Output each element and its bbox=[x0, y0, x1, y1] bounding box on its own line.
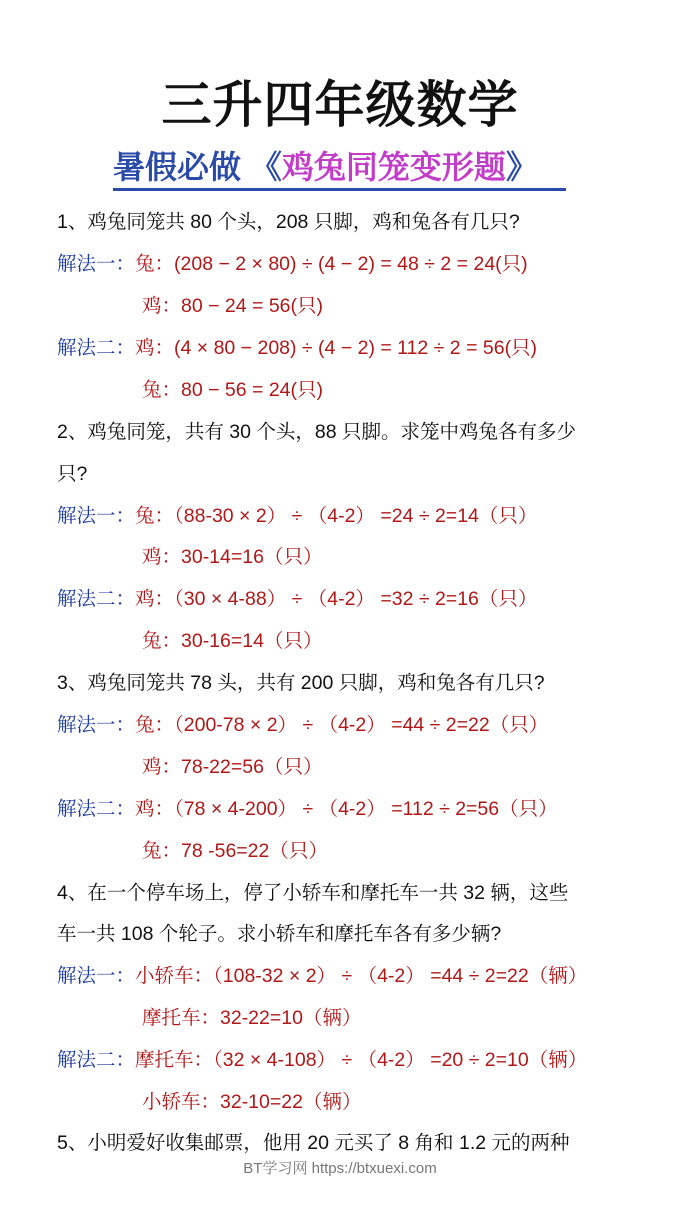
subtitle-open-bracket: 《 bbox=[249, 149, 282, 185]
page-subtitle bbox=[113, 146, 566, 191]
page-title: 三升四年级数学 bbox=[161, 75, 519, 134]
problem-2-solution-1 bbox=[57, 502, 537, 530]
problem-2-solution-2 bbox=[57, 585, 537, 613]
solution-label: 解法一： bbox=[57, 505, 136, 527]
problem-3-solution-1-step-2: 鸡：78-22=56（只） bbox=[142, 756, 323, 778]
problem-2-question-line-1: 2、鸡兔同笼，共有 30 个头，88 只脚。求笼中鸡兔各有多少 bbox=[57, 421, 576, 443]
problem-1-solution-2-step-2: 兔：80 − 56 = 24(只) bbox=[142, 379, 324, 401]
solution-label: 解法一： bbox=[57, 714, 136, 736]
solution-step: 鸡：（30 × 4-88） ÷ （4-2） =32 ÷ 2=16（只） bbox=[135, 588, 538, 610]
problem-1-solution-1-step-2: 鸡：80 − 24 = 56(只) bbox=[142, 295, 324, 317]
solution-label: 解法二： bbox=[57, 337, 136, 359]
solution-label: 解法二： bbox=[57, 1049, 136, 1071]
problem-3-solution-2-step-2: 兔：78 -56=22（只） bbox=[142, 840, 328, 862]
problem-3-solution-1 bbox=[57, 711, 548, 739]
solution-step: 兔：（200-78 × 2） ÷ （4-2） =44 ÷ 2=22（只） bbox=[135, 714, 549, 736]
problem-2-solution-1-step-2: 鸡：30-14=16（只） bbox=[142, 546, 323, 568]
problem-4-solution-1-step-2: 摩托车：32-22=10（辆） bbox=[142, 1007, 362, 1029]
subtitle-topic: 鸡兔同笼变形题 bbox=[281, 149, 506, 185]
solution-step: 兔：（88-30 × 2） ÷ （4-2） =24 ÷ 2=14（只） bbox=[135, 505, 538, 527]
problem-4-solution-2 bbox=[57, 1046, 587, 1074]
solution-step: 鸡：（78 × 4-200） ÷ （4-2） =112 ÷ 2=56（只） bbox=[135, 798, 558, 820]
subtitle-close-bracket: 》 bbox=[505, 149, 538, 185]
solution-label: 解法二： bbox=[57, 798, 136, 820]
problem-3-solution-2 bbox=[57, 795, 558, 823]
solution-step: 兔：(208 − 2 × 80) ÷ (4 − 2) = 48 ÷ 2 = 24(只) bbox=[135, 253, 528, 275]
problem-5-question-line-1: 5、小明爱好收集邮票，他用 20 元买了 8 角和 1.2 元的两种 bbox=[57, 1132, 570, 1154]
problem-2-solution-2-step-2: 兔：30-16=14（只） bbox=[142, 630, 323, 652]
solution-label: 解法一： bbox=[57, 965, 136, 987]
problem-2-question-line-2: 只? bbox=[57, 463, 88, 485]
problem-1-solution-1 bbox=[57, 250, 528, 278]
solution-step: 小轿车：（108-32 × 2） ÷ （4-2） =44 ÷ 2=22（辆） bbox=[135, 965, 588, 987]
problem-4-question-line-2: 车一共 108 个轮子。求小轿车和摩托车各有多少辆? bbox=[57, 923, 502, 945]
problem-1-solution-2 bbox=[57, 334, 537, 362]
footer-watermark: BT学习网 https://btxuexi.com bbox=[243, 1160, 437, 1177]
problem-3-question: 3、鸡兔同笼共 78 头，共有 200 只脚，鸡和兔各有几只? bbox=[57, 672, 545, 694]
problem-4-question-line-1: 4、在一个停车场上，停了小轿车和摩托车一共 32 辆，这些 bbox=[57, 882, 569, 904]
problem-1-question: 1、鸡兔同笼共 80 个头，208 只脚，鸡和兔各有几只? bbox=[57, 211, 520, 233]
solution-label: 解法一： bbox=[57, 253, 136, 275]
problem-4-solution-1 bbox=[57, 962, 587, 990]
solution-label: 解法二： bbox=[57, 588, 136, 610]
problem-4-solution-2-step-2: 小轿车：32-10=22（辆） bbox=[142, 1091, 362, 1113]
subtitle-prefix: 暑假必做 bbox=[113, 149, 242, 185]
solution-step: 鸡：(4 × 80 − 208) ÷ (4 − 2) = 112 ÷ 2 = 56(只) bbox=[135, 337, 538, 359]
solution-step: 摩托车：（32 × 4-108） ÷ （4-2） =20 ÷ 2=10（辆） bbox=[135, 1049, 588, 1071]
